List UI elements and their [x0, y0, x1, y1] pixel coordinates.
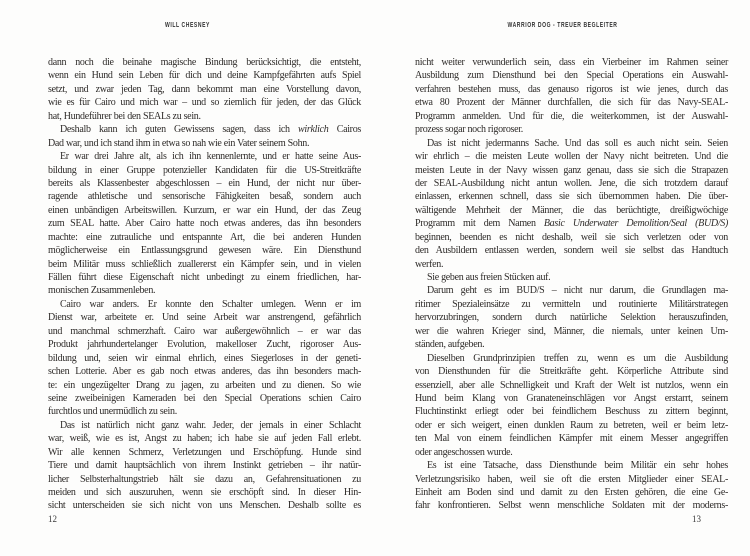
text-line: meisten Leute in der Navy wissen ganz genau, dass sie sich die Strapazen: [415, 164, 728, 176]
text-line: Programm anmelden. Und für die, die weiterkommen, ist der Auswahl-: [415, 110, 728, 122]
text-line: Dienst war, arbeitete er. Und seine Arbeit war anstrengend, gefährlich: [48, 312, 361, 324]
text-line: sicht unterscheiden sie sich nicht von uns Menschen. Deshalb sollte es: [48, 500, 361, 512]
left-page-lines: [48, 56, 361, 513]
text-line: bereits als Klassenbester abgeschlossen – ein Hund, der nicht nur über-: [48, 177, 361, 189]
right-page-number: 13: [692, 514, 701, 524]
text-line: bildung und, seien wir einmal ehrlich, eines Siegerloses in der geneti-: [48, 352, 361, 364]
text-line: te: ein ungezügelter Drang zu jagen, zu arbeiten und zu dienen. So wie: [48, 379, 361, 391]
text-line: Verletzungsrisiko haben, weil sie oft die ersten Mitglieder einer SEAL-: [415, 473, 728, 485]
text-line: machte: eine zutrauliche und entspannte Art, die bei anderen Hunden: [48, 231, 361, 243]
text-line: einlassen, erkennen schnell, dass sie sich übernommen haben. Die über-: [415, 191, 728, 203]
text-line: wir ehrlich – die meisten Leute wollen der Navy nicht beitreten. Und die: [415, 151, 728, 163]
text-line: fahr konfrontieren. Selbst wenn menschliche Soldaten mit der moderns-: [415, 500, 728, 512]
text-line: essenziell, aber alle Schnelligkeit und Kraft der Welt ist nutzlos, wenn ein: [415, 379, 728, 391]
text-line: Deshalb kann ich guten Gewissens sagen, dass ich wirklich Cairos: [60, 124, 362, 136]
text-line: Tiere und damit hauptsächlich von ihrem Instinkt getrieben – ihr natür-: [48, 460, 361, 472]
text-line: meiden und sich auszuruhen, wenn sie erschöpft sind. In dieser Hin-: [48, 487, 361, 498]
text-line: seine zweibeinigen Kameraden bei den Special Operations schien Cairo: [48, 392, 361, 404]
text-line: dann noch die beinahe magische Bindung berücksichtigt, die entsteht,: [48, 57, 361, 68]
text-line: hervorzubringen, sondern durch natürliche Selektion herauszufinden,: [415, 312, 728, 324]
text-line: Es ist eine Tatsache, dass Diensthunde beim Militär ein sehr hohes: [427, 460, 728, 472]
text-line: ständen, aufgeben.: [415, 339, 485, 351]
left-page-number: 12: [48, 514, 57, 524]
text-line: Wir alle kennen Schmerz, Verletzungen und Erschöpfung. Hunde sind: [48, 446, 361, 458]
text-line: Fällen führt diese Eigenschaft nicht unbedingt zu einem friedlichen, har-: [48, 272, 361, 283]
text-line: hat, Hundeführer bei den SEALs zu sein.: [48, 110, 201, 122]
text-line: oder er sich weigert, einen dunklen Raum zu betreten, weil er beim letz-: [415, 419, 728, 431]
text-line: wer die wahren Krieger sind, Männer, die niemals, unter keinen Um-: [415, 325, 728, 337]
text-line: Dieselben Grundprinzipien treffen zu, wenn es um die Ausbildung: [427, 352, 728, 364]
text-line: den Ausbildern entlassen werden, sondern weil sie selbst das Handtuch: [415, 245, 728, 257]
right-page-lines: [415, 56, 728, 513]
text-line: Darum geht es im BUD/S – nicht nur darum, die Grundlagen ma-: [427, 285, 728, 297]
text-line: monischen Zusammenleben.: [48, 285, 156, 297]
text-line: beginnen, beenden es nicht deshalb, weil sie sich verletzen oder von: [415, 231, 728, 243]
text-line: furchtlos und unermüdlich zu sein.: [48, 406, 177, 418]
text-line: zum SEAL hatte. Aber Cairo hatte noch etwas anderes, das ihn besonders: [48, 218, 361, 230]
text-line: Sie geben aus freien Stücken auf.: [427, 272, 551, 283]
text-line: setzt, und zwar jeden Tag, dann bekommt man eine Vorstellung davon,: [48, 83, 361, 95]
left-running-header: WILL CHESNEY: [165, 22, 210, 29]
text-line: prozess sogar noch rigoroser.: [415, 124, 523, 136]
text-line: und manchmal schmerzhaft. Cairo war außergewöhnlich – er war das: [48, 325, 361, 337]
right-page: [375, 0, 750, 556]
text-line: Cairo war anders. Er konnte den Schalter umlegen. Wenn er im: [60, 298, 361, 310]
text-line: Dad war, und ich stand ihm in etwa so nah wie ein Vater seinem Sohn.: [48, 137, 310, 149]
right-running-header: WARRIOR DOG - TREUER BEGLEITER: [507, 22, 618, 29]
text-line: wältigende Mehrheit der Männer, die das berüchtigte, dreißigwöchige: [415, 204, 728, 216]
text-line: Programm mit dem Namen Basic Underwater Demolition/Seal (BUD/S): [415, 218, 728, 230]
text-line: oder angeschossen wurde.: [415, 446, 513, 458]
text-line: licher Selbsterhaltungstrieb hält sie dazu an, Gefahrensituationen zu: [48, 473, 361, 485]
text-line: der SEAL-Ausbildung nicht antun wollen. Jene, die sich trotzdem darauf: [415, 177, 728, 189]
text-line: Produkt jahrhundertelanger Evolution, makelloser Zucht, rigoroser Aus-: [48, 339, 361, 351]
text-line: bildung in einer Gruppe potenzieller Kandidaten für die US-Streitkräfte: [48, 164, 361, 176]
text-line: möglicherweise ein Entlassungsgrund gewesen wäre. Ein Diensthund: [48, 245, 361, 257]
text-line: von Diensthunden für die Streitkräfte geht. Körperliche Attribute sind: [415, 366, 728, 378]
text-line: ten Mal von einem feindlichen Kämpfer mit einem Messer angegriffen: [415, 433, 728, 445]
text-line: ragende athletische und sensorische Fähigkeiten besaß, sondern auch: [48, 191, 361, 203]
text-line: nicht weiter verwunderlich sein, dass ein Vierbeiner im Rahmen seiner: [415, 57, 728, 68]
text-line: verfahren bestehen muss, das genauso rigoros ist wie jenes, durch das: [415, 83, 728, 95]
text-line: wie es für Cairo und mich war – und so ziemlich für jeden, der das Glück: [48, 97, 361, 109]
text-line: Das ist natürlich nicht ganz wahr. Jeder, der jemals in einer Schlacht: [60, 419, 361, 431]
text-line: Ausbildung zum Diensthund bei den Special Operations ein Auswahl-: [415, 70, 728, 82]
text-line: schen Lotterie. Aber es gab noch etwas anderes, das ihn besonders mach-: [48, 366, 361, 378]
text-line: Das ist nicht jedermanns Sache. Und das soll es auch nicht sein. Seien: [427, 137, 728, 149]
text-line: einen unbändigen Arbeitswillen. Kurzum, er war ein Hund, der das Zeug: [48, 204, 361, 216]
text-line: etwa 80 Prozent der Männer durchfallen, die sich für das Navy-SEAL-: [415, 97, 728, 109]
text-line: Fluchtinstinkt erliegt oder bei feindlichem Beschuss zu zittern beginnt,: [415, 406, 728, 418]
text-line: Hund beim Klang von Granateneinschlägen vor Angst erstarrt, seinem: [415, 392, 728, 404]
text-line: Er war drei Jahre alt, als ich ihn kennenlernte, und er hatte seine Aus-: [60, 151, 361, 163]
text-line: ritimer Spezialeinsätze zu vermitteln und routinierte Militärstrategen: [415, 298, 728, 310]
text-line: wenn ein Hund sein Leben für dich und deine Kampfgefährten aufs Spiel: [48, 70, 361, 82]
text-line: war, weiß, wie es ist, Angst zu haben; ich habe sie auf jeden Fall erlebt.: [48, 433, 361, 445]
text-line: werfen.: [415, 258, 444, 270]
text-line: beim Militär muss schließlich zuallererst ein Kämpfer sein, und in vielen: [48, 258, 361, 270]
text-line: Einheit am Boden sind und damit zu den Ersten gehören, die eine Ge-: [415, 487, 728, 498]
